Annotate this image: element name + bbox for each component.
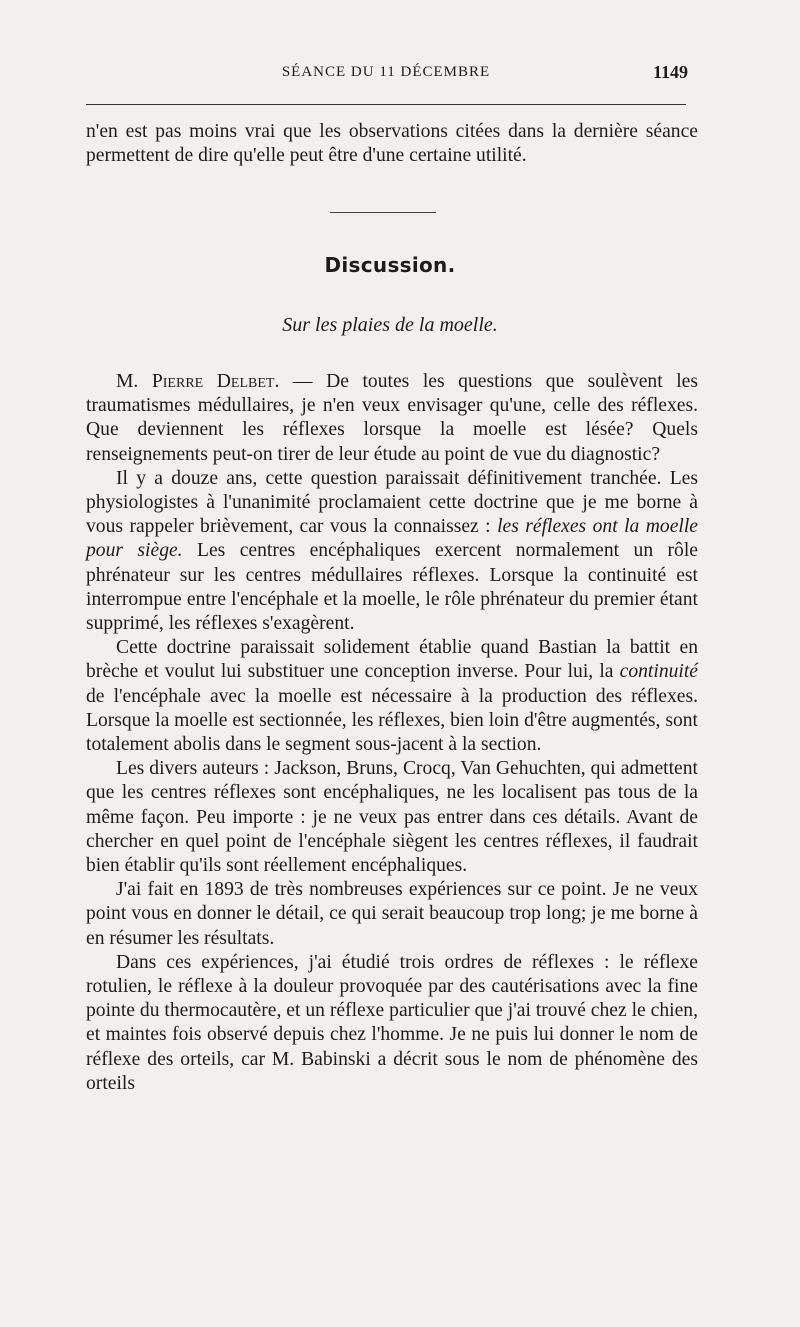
intro-paragraph: n'en est pas moins vrai que les observations citées dans la dernière séance permettent de dire qu'elle peut être d'une certaine utilité. xyxy=(86,121,698,167)
page-number: 1149 xyxy=(652,62,688,82)
paragraph-5: J'ai fait en 1893 de très nombreuses expériences sur ce point. Je ne veux point vous en donner le détail, ce qui serait beaucoup trop long; je me borne à en résumer les résultats. xyxy=(86,879,698,949)
header-rule xyxy=(86,104,686,105)
running-title: SÉANCE DU 11 DÉCEMBRE xyxy=(281,64,491,80)
discussion-body xyxy=(86,370,698,1096)
paragraph-2-before: Il y a douze ans, cette question paraissait définitivement tranchée. Les physiologistes à l'unanimité proclamaient cette doctrine que je me borne à vous rappeler brièvement, car vous la connaissez : xyxy=(86,467,698,538)
paragraph-4: Les divers auteurs : Jackson, Bruns, Crocq, Van Gehuchten, qui admettent que les centres réflexes sont encéphaliques, ne les localisent pas tous de la même façon. Peu importe : je ne veux pas entrer dans ces détails. Avant de chercher en quel point de l'encéphale siègent les centres réflexes, il faudrait bien établir qu'ils sont réellement encéphaliques. xyxy=(86,758,698,877)
paragraph-3-emphasis: continuité xyxy=(619,661,698,683)
speaker-name: M. Pierre Delbet. xyxy=(116,371,280,392)
paragraph-2 xyxy=(86,467,698,636)
paragraph-3-after: de l'encéphale avec la moelle est nécessaire à la production des réflexes. Lorsque la moelle est sectionnée, les réflexes, bien loin d'être augmentés, sont totalement abolis dans le segment sous-jacent à la section. xyxy=(86,685,698,756)
paragraph-3 xyxy=(86,636,698,757)
paragraph-3-before: Cette doctrine paraissait solidement établie quand Bastian la battit en brèche et voulut lui substituer une conception inverse. Pour lui, la xyxy=(86,637,698,683)
paragraph-2-after: Les centres encéphaliques exercent normalement un rôle phrénateur sur les centres médullaires réflexes. Lorsque la continuité est interrompue entre l'encéphale et la moelle, le rôle phrénateur du premier étant supprimé, les réflexes s'exagèrent. xyxy=(86,540,698,635)
section-subheading: Sur les plaies de la moelle. xyxy=(282,314,498,336)
paragraph-1 xyxy=(86,370,698,467)
paragraph-6: Dans ces expériences, j'ai étudié trois ordres de réflexes : le réflexe rotulien, le réflexe à la douleur provoquée par des cautérisations avec la fine pointe du thermocautère, et un réflexe particulier que j'ai trouvé chez le chien, et maintes fois observé depuis chez l'homme. Je ne puis lui donner le nom de réflexe des orteils, car M. Babinski a décrit sous le nom de phénomène des orteils xyxy=(86,951,698,1094)
section-divider xyxy=(330,212,436,213)
section-heading: Discussion. xyxy=(324,253,456,277)
intro-block xyxy=(86,120,698,168)
paragraph-2-emphasis: les réflexes ont la moelle pour siège. xyxy=(86,516,698,562)
running-head xyxy=(86,64,686,90)
paragraph-1-text: — De toutes les questions que soulèvent les traumatismes médullaires, je n'en veux envisager qu'une, celle des réflexes. Que deviennent les réflexes lorsque la moelle est lésée? Quels renseignements peut-on tirer de leur étude au point de vue du diagnostic? xyxy=(86,371,698,465)
